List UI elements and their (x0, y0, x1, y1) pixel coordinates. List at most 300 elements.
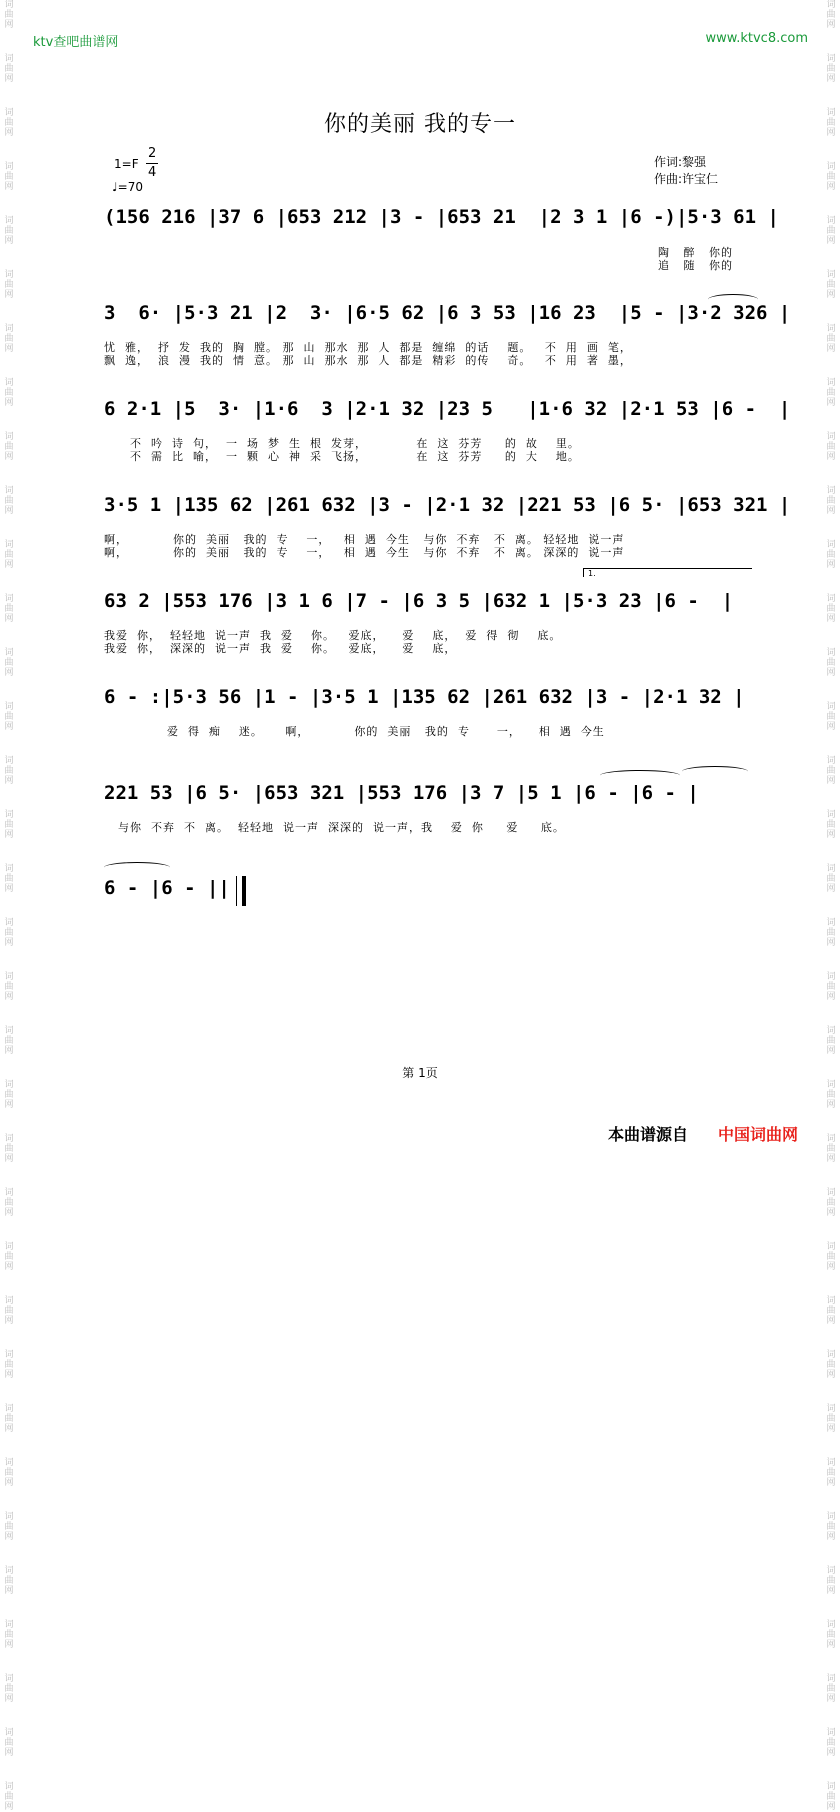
watermark-char: 网 (4, 506, 14, 516)
watermark-char: 词 (4, 1188, 14, 1198)
watermark-group (2, 0, 16, 30)
watermark-char: 词 (4, 1350, 14, 1360)
watermark-char: 曲 (826, 604, 836, 614)
watermark-char: 网 (4, 830, 14, 840)
watermark-group (2, 972, 16, 1002)
watermark-char: 网 (826, 1586, 836, 1596)
watermark-char: 曲 (4, 442, 14, 452)
lyrics-row-3-verse-2: 不 需 比 喻， 一 颗 心 神 采 飞扬， 在 这 芬芳 的 大 地。 (130, 450, 580, 463)
watermark-char: 曲 (826, 1090, 836, 1100)
watermark-char: 网 (826, 1208, 836, 1218)
watermark-char: 词 (826, 162, 836, 172)
watermark-char: 网 (4, 1424, 14, 1434)
watermark-char: 词 (4, 648, 14, 658)
watermark-group (824, 972, 838, 1002)
watermark-char: 词 (4, 1404, 14, 1414)
watermark-char: 曲 (826, 1360, 836, 1370)
watermark-char: 网 (4, 1478, 14, 1488)
quarter-note-icon: ♩ (112, 180, 118, 194)
watermark-group (824, 864, 838, 894)
watermark-char: 词 (826, 1026, 836, 1036)
watermark-char: 词 (826, 270, 836, 280)
watermark-group (2, 1404, 16, 1434)
watermark-char: 曲 (4, 1792, 14, 1802)
watermark-group (824, 648, 838, 678)
music-row-8: 6 - |6 - || (104, 877, 230, 899)
watermark-char: 曲 (826, 1198, 836, 1208)
watermark-char: 词 (826, 972, 836, 982)
watermark-char: 曲 (826, 874, 836, 884)
slur (600, 770, 680, 781)
watermark-char: 网 (826, 722, 836, 732)
watermark-char: 网 (826, 1748, 836, 1758)
watermark-char: 曲 (4, 604, 14, 614)
watermark-char: 词 (4, 108, 14, 118)
page-number: 第 1页 (402, 1066, 438, 1080)
watermark-group (824, 1674, 838, 1704)
watermark-char: 词 (826, 1782, 836, 1792)
watermark-char: 词 (826, 1620, 836, 1630)
watermark-char: 曲 (826, 658, 836, 668)
watermark-group (824, 540, 838, 570)
watermark-char: 曲 (826, 1468, 836, 1478)
watermark-char: 网 (826, 1316, 836, 1326)
watermark-char: 曲 (4, 1522, 14, 1532)
watermark-char: 词 (826, 1080, 836, 1090)
watermark-char: 词 (4, 216, 14, 226)
watermark-char: 词 (826, 1458, 836, 1468)
watermark-char: 词 (4, 270, 14, 280)
music-row-5: 63 2 |553 176 |3 1 6 |7 - |6 3 5 |632 1 |5·3 23 |6 - | (104, 590, 734, 612)
watermark-char: 网 (826, 1478, 836, 1488)
time-signature-top: 2 (148, 146, 157, 161)
watermark-char: 词 (4, 594, 14, 604)
watermark-char: 网 (4, 1748, 14, 1758)
lyrics-row-6: 爱 得 痴 迷。 啊， 你的 美丽 我的 专 一， 相 遇 今生 (104, 725, 605, 738)
watermark-group (824, 0, 838, 30)
watermark-char: 曲 (826, 334, 836, 344)
watermark-char: 曲 (4, 1144, 14, 1154)
watermark-char: 曲 (826, 442, 836, 452)
watermark-group (2, 54, 16, 84)
watermark-char: 词 (4, 1782, 14, 1792)
watermark-group (2, 702, 16, 732)
watermark-group (824, 1080, 838, 1110)
lyrics-row-2-verse-1: 忧 雅， 抒 发 我的 胸 膛。 那 山 那水 那 人 都是 缠绵 的话 题。 不 用 画 笔， (104, 341, 632, 354)
watermark-char: 曲 (4, 1468, 14, 1478)
watermark-group (2, 324, 16, 354)
watermark-char: 网 (4, 1532, 14, 1542)
watermark-char: 词 (4, 864, 14, 874)
watermark-char: 词 (826, 756, 836, 766)
watermark-char: 网 (4, 1208, 14, 1218)
watermark-group (2, 1728, 16, 1758)
watermark-char: 曲 (4, 1036, 14, 1046)
watermark-char: 词 (826, 1188, 836, 1198)
watermark-char: 词 (4, 378, 14, 388)
watermark-char: 网 (826, 668, 836, 678)
watermark-char: 网 (4, 1262, 14, 1272)
watermark-char: 曲 (826, 712, 836, 722)
right-watermark-strip (824, 0, 838, 1812)
music-row-3: 6 2·1 |5 3· |1·6 3 |2·1 32 |23 5 |1·6 32 |2·1 53 |6 - | (104, 398, 791, 420)
watermark-group (824, 432, 838, 462)
watermark-char: 词 (4, 162, 14, 172)
source-site-link[interactable]: 中国词曲网 (718, 1125, 799, 1144)
watermark-char: 曲 (826, 766, 836, 776)
header-left-site[interactable]: ktv查吧曲谱网 (33, 35, 119, 50)
slur (104, 862, 170, 873)
watermark-char: 曲 (4, 388, 14, 398)
watermark-char: 词 (826, 324, 836, 334)
watermark-char: 词 (4, 1242, 14, 1252)
watermark-char: 曲 (4, 1630, 14, 1640)
watermark-group (824, 1458, 838, 1488)
watermark-char: 曲 (826, 820, 836, 830)
watermark-group (2, 378, 16, 408)
watermark-char: 词 (4, 1566, 14, 1576)
watermark-char: 词 (4, 702, 14, 712)
watermark-char: 词 (4, 1296, 14, 1306)
watermark-char: 词 (826, 648, 836, 658)
watermark-char: 词 (826, 918, 836, 928)
watermark-char: 曲 (4, 1360, 14, 1370)
watermark-char: 网 (4, 614, 14, 624)
watermark-char: 网 (826, 1694, 836, 1704)
lyrics-row-5-verse-2: 我爱 你， 深深的 说一声 我 爱 你。 爱底， 爱 底， (104, 642, 457, 655)
watermark-char: 词 (4, 54, 14, 64)
watermark-group (824, 1620, 838, 1650)
watermark-char: 曲 (826, 172, 836, 182)
watermark-char: 网 (4, 776, 14, 786)
watermark-group (2, 1296, 16, 1326)
watermark-group (2, 810, 16, 840)
watermark-char: 网 (826, 1262, 836, 1272)
music-row-4: 3·5 1 |135 62 |261 632 |3 - |2·1 32 |221 53 |6 5· |653 321 | (104, 494, 791, 516)
music-row-2: 3 6· |5·3 21 |2 3· |6·5 62 |6 3 53 |16 23 |5 - |3·2 326 | (104, 302, 791, 324)
watermark-char: 词 (826, 432, 836, 442)
watermark-char: 曲 (4, 820, 14, 830)
header-right-site[interactable]: www.ktvc8.com (705, 31, 808, 46)
watermark-char: 网 (4, 938, 14, 948)
watermark-char: 词 (826, 0, 836, 10)
watermark-char: 曲 (826, 1630, 836, 1640)
watermark-char: 曲 (4, 1414, 14, 1424)
watermark-char: 网 (826, 398, 836, 408)
watermark-char: 曲 (4, 1306, 14, 1316)
watermark-char: 网 (826, 506, 836, 516)
watermark-char: 网 (826, 128, 836, 138)
watermark-char: 词 (4, 1134, 14, 1144)
watermark-char: 曲 (4, 874, 14, 884)
watermark-group (2, 1566, 16, 1596)
watermark-char: 网 (826, 776, 836, 786)
watermark-char: 网 (826, 1424, 836, 1434)
watermark-group (2, 1134, 16, 1164)
watermark-char: 网 (4, 884, 14, 894)
watermark-char: 网 (4, 128, 14, 138)
watermark-group (824, 1026, 838, 1056)
watermark-char: 网 (4, 1694, 14, 1704)
watermark-group (824, 1350, 838, 1380)
watermark-char: 曲 (826, 1036, 836, 1046)
lyricist-credit: 作词:黎强 (654, 155, 707, 169)
watermark-char: 网 (4, 236, 14, 246)
watermark-char: 词 (4, 540, 14, 550)
watermark-char: 网 (826, 614, 836, 624)
watermark-group (2, 1242, 16, 1272)
watermark-char: 曲 (4, 1198, 14, 1208)
watermark-char: 网 (4, 290, 14, 300)
watermark-group (2, 486, 16, 516)
watermark-char: 网 (826, 1046, 836, 1056)
watermark-group (2, 1512, 16, 1542)
watermark-char: 网 (826, 1154, 836, 1164)
watermark-char: 词 (826, 1674, 836, 1684)
watermark-char: 网 (826, 938, 836, 948)
watermark-char: 词 (826, 1134, 836, 1144)
watermark-char: 词 (826, 540, 836, 550)
watermark-char: 词 (826, 702, 836, 712)
watermark-char: 词 (826, 486, 836, 496)
watermark-char: 词 (826, 1512, 836, 1522)
watermark-char: 曲 (4, 10, 14, 20)
watermark-char: 曲 (826, 1252, 836, 1262)
watermark-char: 词 (826, 108, 836, 118)
watermark-group (824, 216, 838, 246)
watermark-char: 网 (4, 74, 14, 84)
watermark-char: 网 (4, 452, 14, 462)
watermark-char: 曲 (826, 226, 836, 236)
watermark-group (824, 1512, 838, 1542)
music-row-7: 221 53 |6 5· |653 321 |553 176 |3 7 |5 1 |6 - |6 - | (104, 782, 699, 804)
watermark-char: 词 (4, 1620, 14, 1630)
watermark-group (824, 1404, 838, 1434)
watermark-char: 曲 (4, 928, 14, 938)
watermark-char: 曲 (4, 766, 14, 776)
watermark-char: 词 (4, 0, 14, 10)
watermark-group (2, 1080, 16, 1110)
watermark-group (2, 1674, 16, 1704)
watermark-char: 曲 (4, 172, 14, 182)
watermark-char: 网 (4, 182, 14, 192)
music-row-1: (156 216 |37 6 |653 212 |3 - |653 21 |2 3 1 |6 -)|5·3 61 | (104, 206, 779, 228)
watermark-char: 曲 (826, 388, 836, 398)
watermark-char: 词 (826, 378, 836, 388)
time-signature-bottom: 4 (148, 165, 157, 180)
watermark-char: 曲 (4, 1684, 14, 1694)
watermark-char: 网 (826, 344, 836, 354)
watermark-char: 网 (4, 1316, 14, 1326)
tempo-mark (112, 180, 143, 194)
watermark-char: 词 (826, 54, 836, 64)
watermark-char: 词 (826, 1242, 836, 1252)
watermark-char: 网 (826, 830, 836, 840)
watermark-char: 曲 (4, 1252, 14, 1262)
left-watermark-strip (2, 0, 16, 1812)
watermark-group (2, 540, 16, 570)
watermark-char: 曲 (826, 496, 836, 506)
watermark-char: 词 (826, 1296, 836, 1306)
watermark-char: 曲 (826, 1684, 836, 1694)
watermark-group (824, 324, 838, 354)
watermark-group (824, 702, 838, 732)
watermark-char: 词 (4, 918, 14, 928)
watermark-char: 网 (4, 1640, 14, 1650)
watermark-group (2, 1026, 16, 1056)
watermark-group (824, 1296, 838, 1326)
song-title: 你的美丽 我的专一 (324, 112, 516, 137)
watermark-char: 词 (826, 1404, 836, 1414)
lyrics-row-3-verse-1: 不 吟 诗 句， 一 场 梦 生 根 发芽， 在 这 芬芳 的 故 里。 (130, 437, 580, 450)
watermark-group (2, 918, 16, 948)
watermark-char: 网 (4, 20, 14, 30)
watermark-char: 词 (4, 1728, 14, 1738)
watermark-char: 词 (826, 1728, 836, 1738)
watermark-group (824, 162, 838, 192)
lyrics-row-5-verse-1: 我爱 你， 轻轻地 说一声 我 爱 你。 爱底， 爱 底， 爱 得 彻 底。 (104, 629, 562, 642)
watermark-char: 曲 (826, 1738, 836, 1748)
watermark-char: 网 (4, 560, 14, 570)
watermark-char: 词 (4, 486, 14, 496)
watermark-char: 曲 (4, 64, 14, 74)
lyrics-row-4-verse-2: 啊， 你的 美丽 我的 专 一， 相 遇 今生 与你 不弃 不 离。 深深的 说一声 (104, 546, 625, 559)
watermark-char: 曲 (4, 658, 14, 668)
watermark-char: 网 (4, 1046, 14, 1056)
watermark-char: 网 (4, 1100, 14, 1110)
watermark-char: 曲 (826, 1306, 836, 1316)
watermark-char: 曲 (4, 982, 14, 992)
watermark-char: 词 (4, 972, 14, 982)
watermark-char: 网 (826, 992, 836, 1002)
key-signature: 1=F (114, 157, 139, 171)
watermark-char: 网 (826, 1370, 836, 1380)
watermark-char: 词 (826, 216, 836, 226)
watermark-char: 网 (826, 74, 836, 84)
watermark-char: 网 (4, 1586, 14, 1596)
final-barline-thick (242, 876, 246, 906)
lyrics-row-4-verse-1: 啊， 你的 美丽 我的 专 一， 相 遇 今生 与你 不弃 不 离。 轻轻地 说一声 (104, 533, 625, 546)
watermark-char: 曲 (4, 496, 14, 506)
watermark-char: 曲 (4, 1090, 14, 1100)
watermark-char: 网 (826, 884, 836, 894)
watermark-group (824, 1728, 838, 1758)
tempo-value: =70 (117, 180, 143, 194)
watermark-char: 曲 (826, 118, 836, 128)
watermark-char: 曲 (4, 118, 14, 128)
watermark-group (824, 270, 838, 300)
watermark-group (824, 1566, 838, 1596)
lyrics-row-2-verse-2: 飘 逸， 浪 漫 我的 情 意。 那 山 那水 那 人 都是 精彩 的传 奇。 不 用 著 墨， (104, 354, 632, 367)
watermark-char: 曲 (826, 1522, 836, 1532)
watermark-group (824, 1188, 838, 1218)
watermark-char: 词 (4, 810, 14, 820)
watermark-char: 网 (826, 560, 836, 570)
watermark-group (824, 756, 838, 786)
watermark-char: 网 (4, 992, 14, 1002)
music-row-6: 6 - :|5·3 56 |1 - |3·5 1 |135 62 |261 632 |3 - |2·1 32 | (104, 686, 745, 708)
watermark-char: 曲 (826, 64, 836, 74)
watermark-char: 词 (4, 1026, 14, 1036)
watermark-char: 词 (4, 756, 14, 766)
watermark-char: 曲 (826, 1144, 836, 1154)
watermark-char: 曲 (4, 712, 14, 722)
watermark-char: 词 (4, 1458, 14, 1468)
watermark-char: 网 (4, 1370, 14, 1380)
first-ending-bracket (583, 568, 752, 577)
watermark-char: 词 (826, 1566, 836, 1576)
watermark-char: 网 (4, 1154, 14, 1164)
watermark-char: 网 (826, 182, 836, 192)
source-prefix: 本曲谱源自 (608, 1125, 689, 1144)
watermark-char: 曲 (4, 226, 14, 236)
watermark-group (2, 1620, 16, 1650)
watermark-char: 曲 (826, 928, 836, 938)
watermark-group (824, 918, 838, 948)
composer-credit: 作曲:许宝仁 (654, 172, 719, 186)
watermark-char: 词 (4, 432, 14, 442)
watermark-char: 曲 (826, 1792, 836, 1802)
watermark-char: 网 (826, 1640, 836, 1650)
lyrics-row-7: 与你 不弃 不 离。 轻轻地 说一声 深深的 说一声，我 爱 你 爱 底。 (118, 821, 565, 834)
watermark-group (2, 1188, 16, 1218)
watermark-group (824, 1242, 838, 1272)
watermark-char: 网 (4, 398, 14, 408)
watermark-char: 曲 (4, 1576, 14, 1586)
watermark-char: 网 (4, 1802, 14, 1812)
watermark-group (2, 216, 16, 246)
watermark-char: 曲 (826, 550, 836, 560)
watermark-group (2, 756, 16, 786)
watermark-char: 曲 (4, 280, 14, 290)
watermark-char: 网 (4, 668, 14, 678)
watermark-group (824, 54, 838, 84)
volta-label: 1. (588, 569, 596, 578)
watermark-group (2, 648, 16, 678)
slur (708, 294, 758, 305)
watermark-group (824, 486, 838, 516)
slur (682, 766, 748, 777)
watermark-group (2, 432, 16, 462)
watermark-group (2, 270, 16, 300)
watermark-char: 网 (4, 344, 14, 354)
watermark-group (2, 1350, 16, 1380)
watermark-group (2, 594, 16, 624)
watermark-group (824, 1782, 838, 1812)
watermark-char: 词 (826, 864, 836, 874)
watermark-char: 曲 (4, 550, 14, 560)
watermark-char: 词 (826, 1350, 836, 1360)
final-barline-thin (236, 876, 237, 906)
watermark-char: 网 (826, 290, 836, 300)
watermark-group (824, 378, 838, 408)
watermark-char: 词 (4, 1674, 14, 1684)
watermark-char: 网 (826, 20, 836, 30)
watermark-group (2, 1782, 16, 1812)
watermark-char: 曲 (826, 1576, 836, 1586)
watermark-group (824, 810, 838, 840)
watermark-char: 曲 (826, 280, 836, 290)
watermark-group (2, 1458, 16, 1488)
watermark-group (2, 162, 16, 192)
watermark-char: 曲 (826, 982, 836, 992)
watermark-group (824, 594, 838, 624)
watermark-char: 曲 (826, 1414, 836, 1424)
watermark-char: 曲 (4, 1738, 14, 1748)
watermark-char: 词 (4, 324, 14, 334)
watermark-char: 网 (826, 1532, 836, 1542)
watermark-char: 网 (826, 452, 836, 462)
